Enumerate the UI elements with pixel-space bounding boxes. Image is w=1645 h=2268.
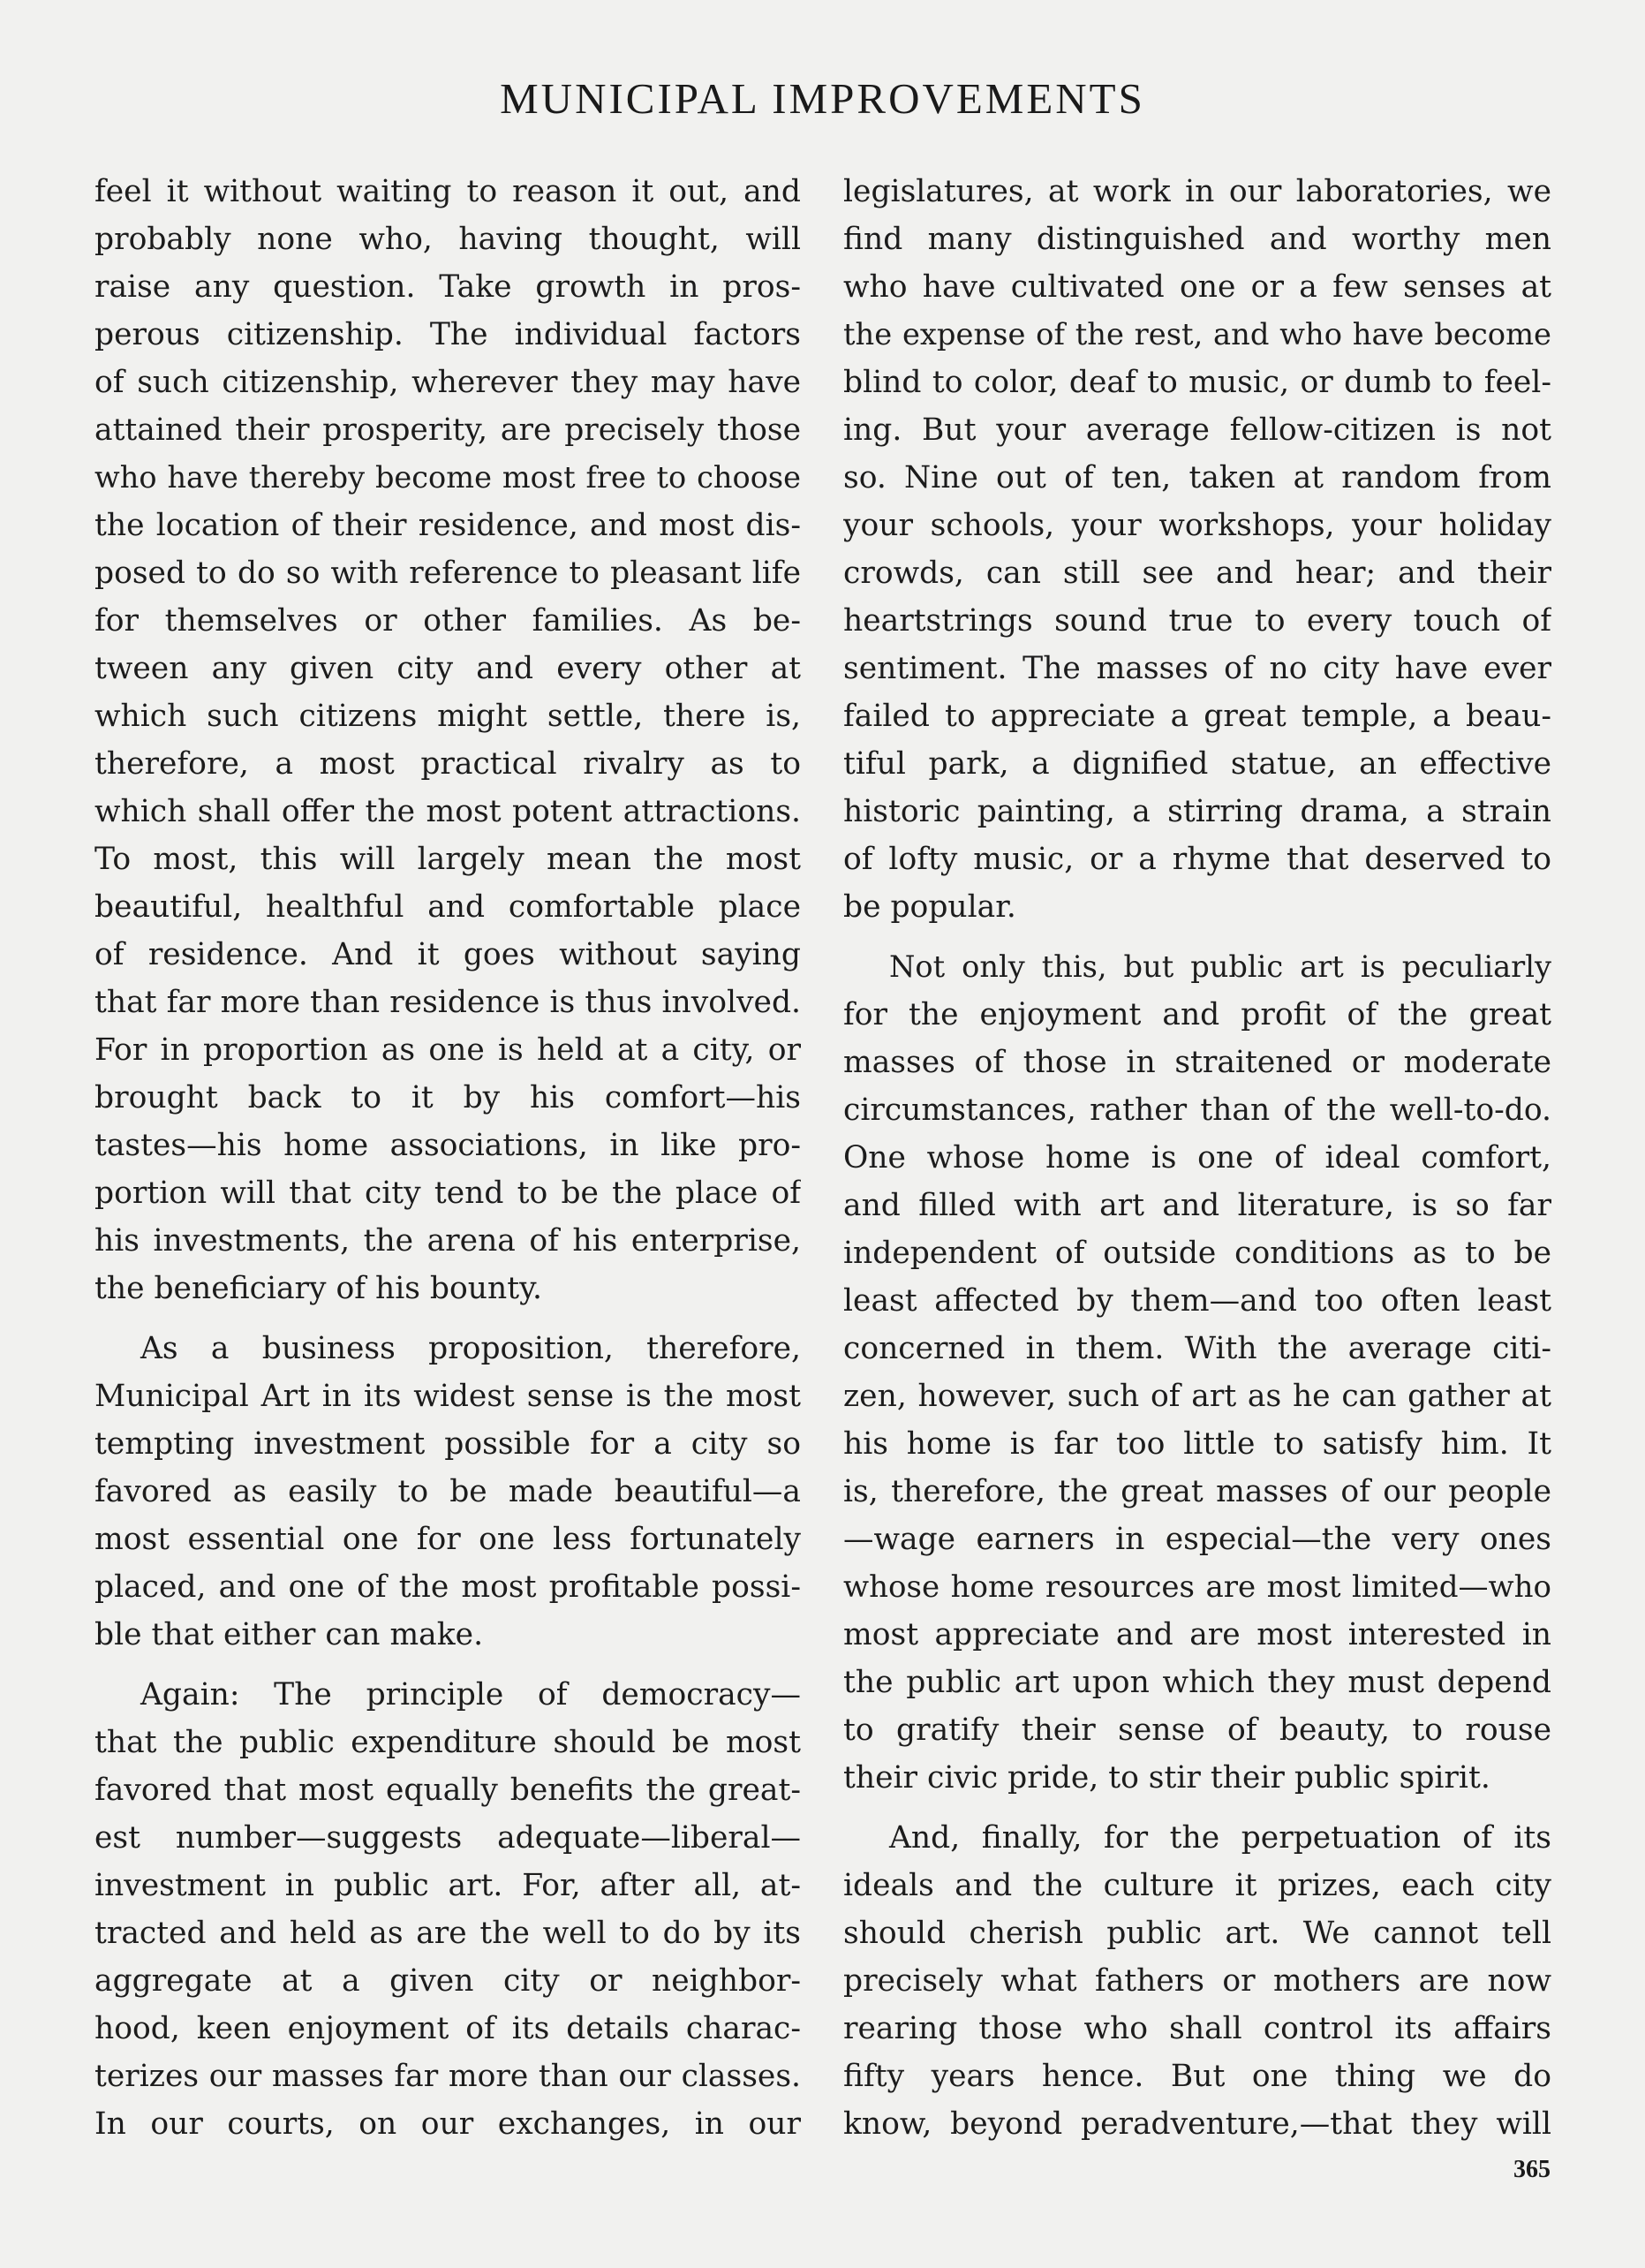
text-line: therefore, a most practical rivalry as to	[94, 746, 801, 782]
text-line: tiful park, a dignified statue, an effective	[843, 746, 1551, 782]
text-line: the public art upon which they must depend	[843, 1665, 1551, 1700]
text-line: should cherish public art. We cannot tell	[843, 1916, 1551, 1951]
text-line: —wage earners in especial—the very ones	[843, 1522, 1551, 1557]
text-line: investment in public art. For, after all, at-	[94, 1868, 801, 1903]
text-line: feel it without waiting to reason it out, and	[94, 174, 801, 209]
text-line: who have cultivated one or a few senses at	[843, 269, 1551, 305]
text-line: know, beyond peradventure,—that they will	[843, 2106, 1551, 2142]
text-column-left	[94, 168, 801, 2148]
text-line: Again: The principle of democracy—	[140, 1677, 801, 1712]
text-line: One whose home is one of ideal comfort,	[843, 1140, 1551, 1176]
text-line: blind to color, deaf to music, or dumb to feel-	[843, 365, 1551, 400]
text-line: his home is far too little to satisfy him. It	[843, 1426, 1551, 1462]
text-line: favored as easily to be made beautiful—a	[94, 1474, 801, 1509]
text-line: to gratify their sense of beauty, to rouse	[843, 1712, 1551, 1748]
text-line: tempting investment possible for a city so	[94, 1426, 801, 1462]
text-line: For in proportion as one is held at a city, or	[94, 1032, 801, 1068]
text-line: est number—suggests adequate—liberal—	[94, 1820, 801, 1856]
text-line: whose home resources are most limited—who	[843, 1569, 1551, 1605]
text-line: historic painting, a stirring drama, a strain	[843, 794, 1551, 829]
text-line: the beneficiary of his bounty.	[94, 1271, 542, 1306]
text-line: heartstrings sound true to every touch of	[843, 603, 1551, 639]
text-line: the location of their residence, and most dis-	[94, 508, 801, 543]
text-line: portion will that city tend to be the place of	[94, 1176, 801, 1211]
text-line: placed, and one of the most profitable possi-	[94, 1569, 801, 1605]
text-line: failed to appreciate a great temple, a beau-	[843, 699, 1551, 734]
text-line: attained their prosperity, are precisely those	[94, 412, 801, 448]
text-line: tween any given city and every other at	[94, 651, 801, 686]
text-column-right	[843, 168, 1551, 2148]
text-line: crowds, can still see and hear; and their	[843, 556, 1551, 591]
text-line: concerned in them. With the average citi-	[843, 1331, 1551, 1366]
text-line: tracted and held as are the well to do by its	[94, 1916, 801, 1951]
paragraph-gap	[94, 1659, 801, 1671]
text-line: find many distinguished and worthy men	[843, 222, 1551, 257]
text-line: the expense of the rest, and who have become	[843, 317, 1551, 352]
text-line: precisely what fathers or mothers are now	[843, 1963, 1551, 1999]
paragraph-gap	[843, 1802, 1551, 1814]
text-line: rearing those who shall control its affairs	[843, 2011, 1551, 2046]
text-line: which such citizens might settle, there is,	[94, 699, 801, 734]
text-line: their civic pride, to stir their public spirit.	[843, 1760, 1490, 1796]
text-line: who have thereby become most free to choose	[94, 460, 801, 495]
text-line: most essential one for one less fortunately	[94, 1522, 801, 1557]
text-line: legislatures, at work in our laboratories, we	[843, 174, 1551, 209]
text-line: of lofty music, or a rhyme that deserved to	[843, 842, 1551, 877]
text-line: As a business proposition, therefore,	[140, 1331, 801, 1366]
paragraph-gap	[843, 931, 1551, 943]
text-line: hood, keen enjoyment of its details charac-	[94, 2011, 801, 2046]
text-line: independent of outside conditions as to be	[843, 1236, 1551, 1271]
text-line: most appreciate and are most interested in	[843, 1617, 1551, 1652]
text-line: brought back to it by his comfort—his	[94, 1080, 801, 1115]
text-line: terizes our masses far more than our classes.	[94, 2059, 801, 2094]
text-line: tastes—his home associations, in like pro-	[94, 1128, 801, 1163]
text-line: In our courts, on our exchanges, in our	[94, 2106, 801, 2142]
text-line: his investments, the arena of his enterprise,	[94, 1223, 801, 1259]
paragraph-gap	[94, 1312, 801, 1325]
text-line: ing. But your average fellow-citizen is not	[843, 412, 1551, 448]
text-line: fifty years hence. But one thing we do	[843, 2059, 1551, 2094]
text-line: least affected by them—and too often least	[843, 1283, 1551, 1319]
text-line: for the enjoyment and profit of the great	[843, 997, 1551, 1032]
page-number: 365	[1513, 2156, 1551, 2183]
text-line: Not only this, but public art is peculiarly	[889, 949, 1551, 984]
text-line: Municipal Art in its widest sense is the most	[94, 1379, 801, 1414]
text-line: favored that most equally benefits the great-	[94, 1773, 801, 1808]
text-line: probably none who, having thought, will	[94, 222, 801, 257]
text-line: masses of those in straitened or moderate	[843, 1045, 1551, 1080]
text-line: circumstances, rather than of the well-to-do.	[843, 1092, 1551, 1128]
text-line: be popular.	[843, 889, 1016, 925]
text-line: sentiment. The masses of no city have ever	[843, 651, 1551, 686]
text-line: ble that either can make.	[94, 1617, 484, 1652]
text-line: To most, this will largely mean the most	[94, 842, 801, 877]
text-line: of such citizenship, wherever they may have	[94, 365, 801, 400]
text-line: zen, however, such of art as he can gather at	[843, 1379, 1551, 1414]
text-line: for themselves or other families. As be-	[94, 603, 801, 639]
text-line: of residence. And it goes without saying	[94, 937, 801, 972]
text-line: aggregate at a given city or neighbor-	[94, 1963, 801, 1999]
text-line: posed to do so with reference to pleasant life	[94, 556, 801, 591]
text-line: And, finally, for the perpetuation of its	[889, 1820, 1551, 1856]
text-line: beautiful, healthful and comfortable place	[94, 889, 801, 925]
text-line: ideals and the culture it prizes, each city	[843, 1868, 1551, 1903]
text-line: so. Nine out of ten, taken at random from	[843, 460, 1551, 495]
text-line: which shall offer the most potent attractions.	[94, 794, 801, 829]
text-line: is, therefore, the great masses of our people	[843, 1474, 1551, 1509]
running-head-title: MUNICIPAL IMPROVEMENTS	[500, 74, 1145, 123]
text-line: raise any question. Take growth in pros-	[94, 269, 801, 305]
text-line: that far more than residence is thus involved.	[94, 985, 801, 1020]
text-line: perous citizenship. The individual factors	[94, 317, 801, 352]
text-line: your schools, your workshops, your holiday	[843, 508, 1551, 543]
text-line: and filled with art and literature, is so far	[843, 1188, 1551, 1223]
text-line: that the public expenditure should be most	[94, 1725, 801, 1760]
